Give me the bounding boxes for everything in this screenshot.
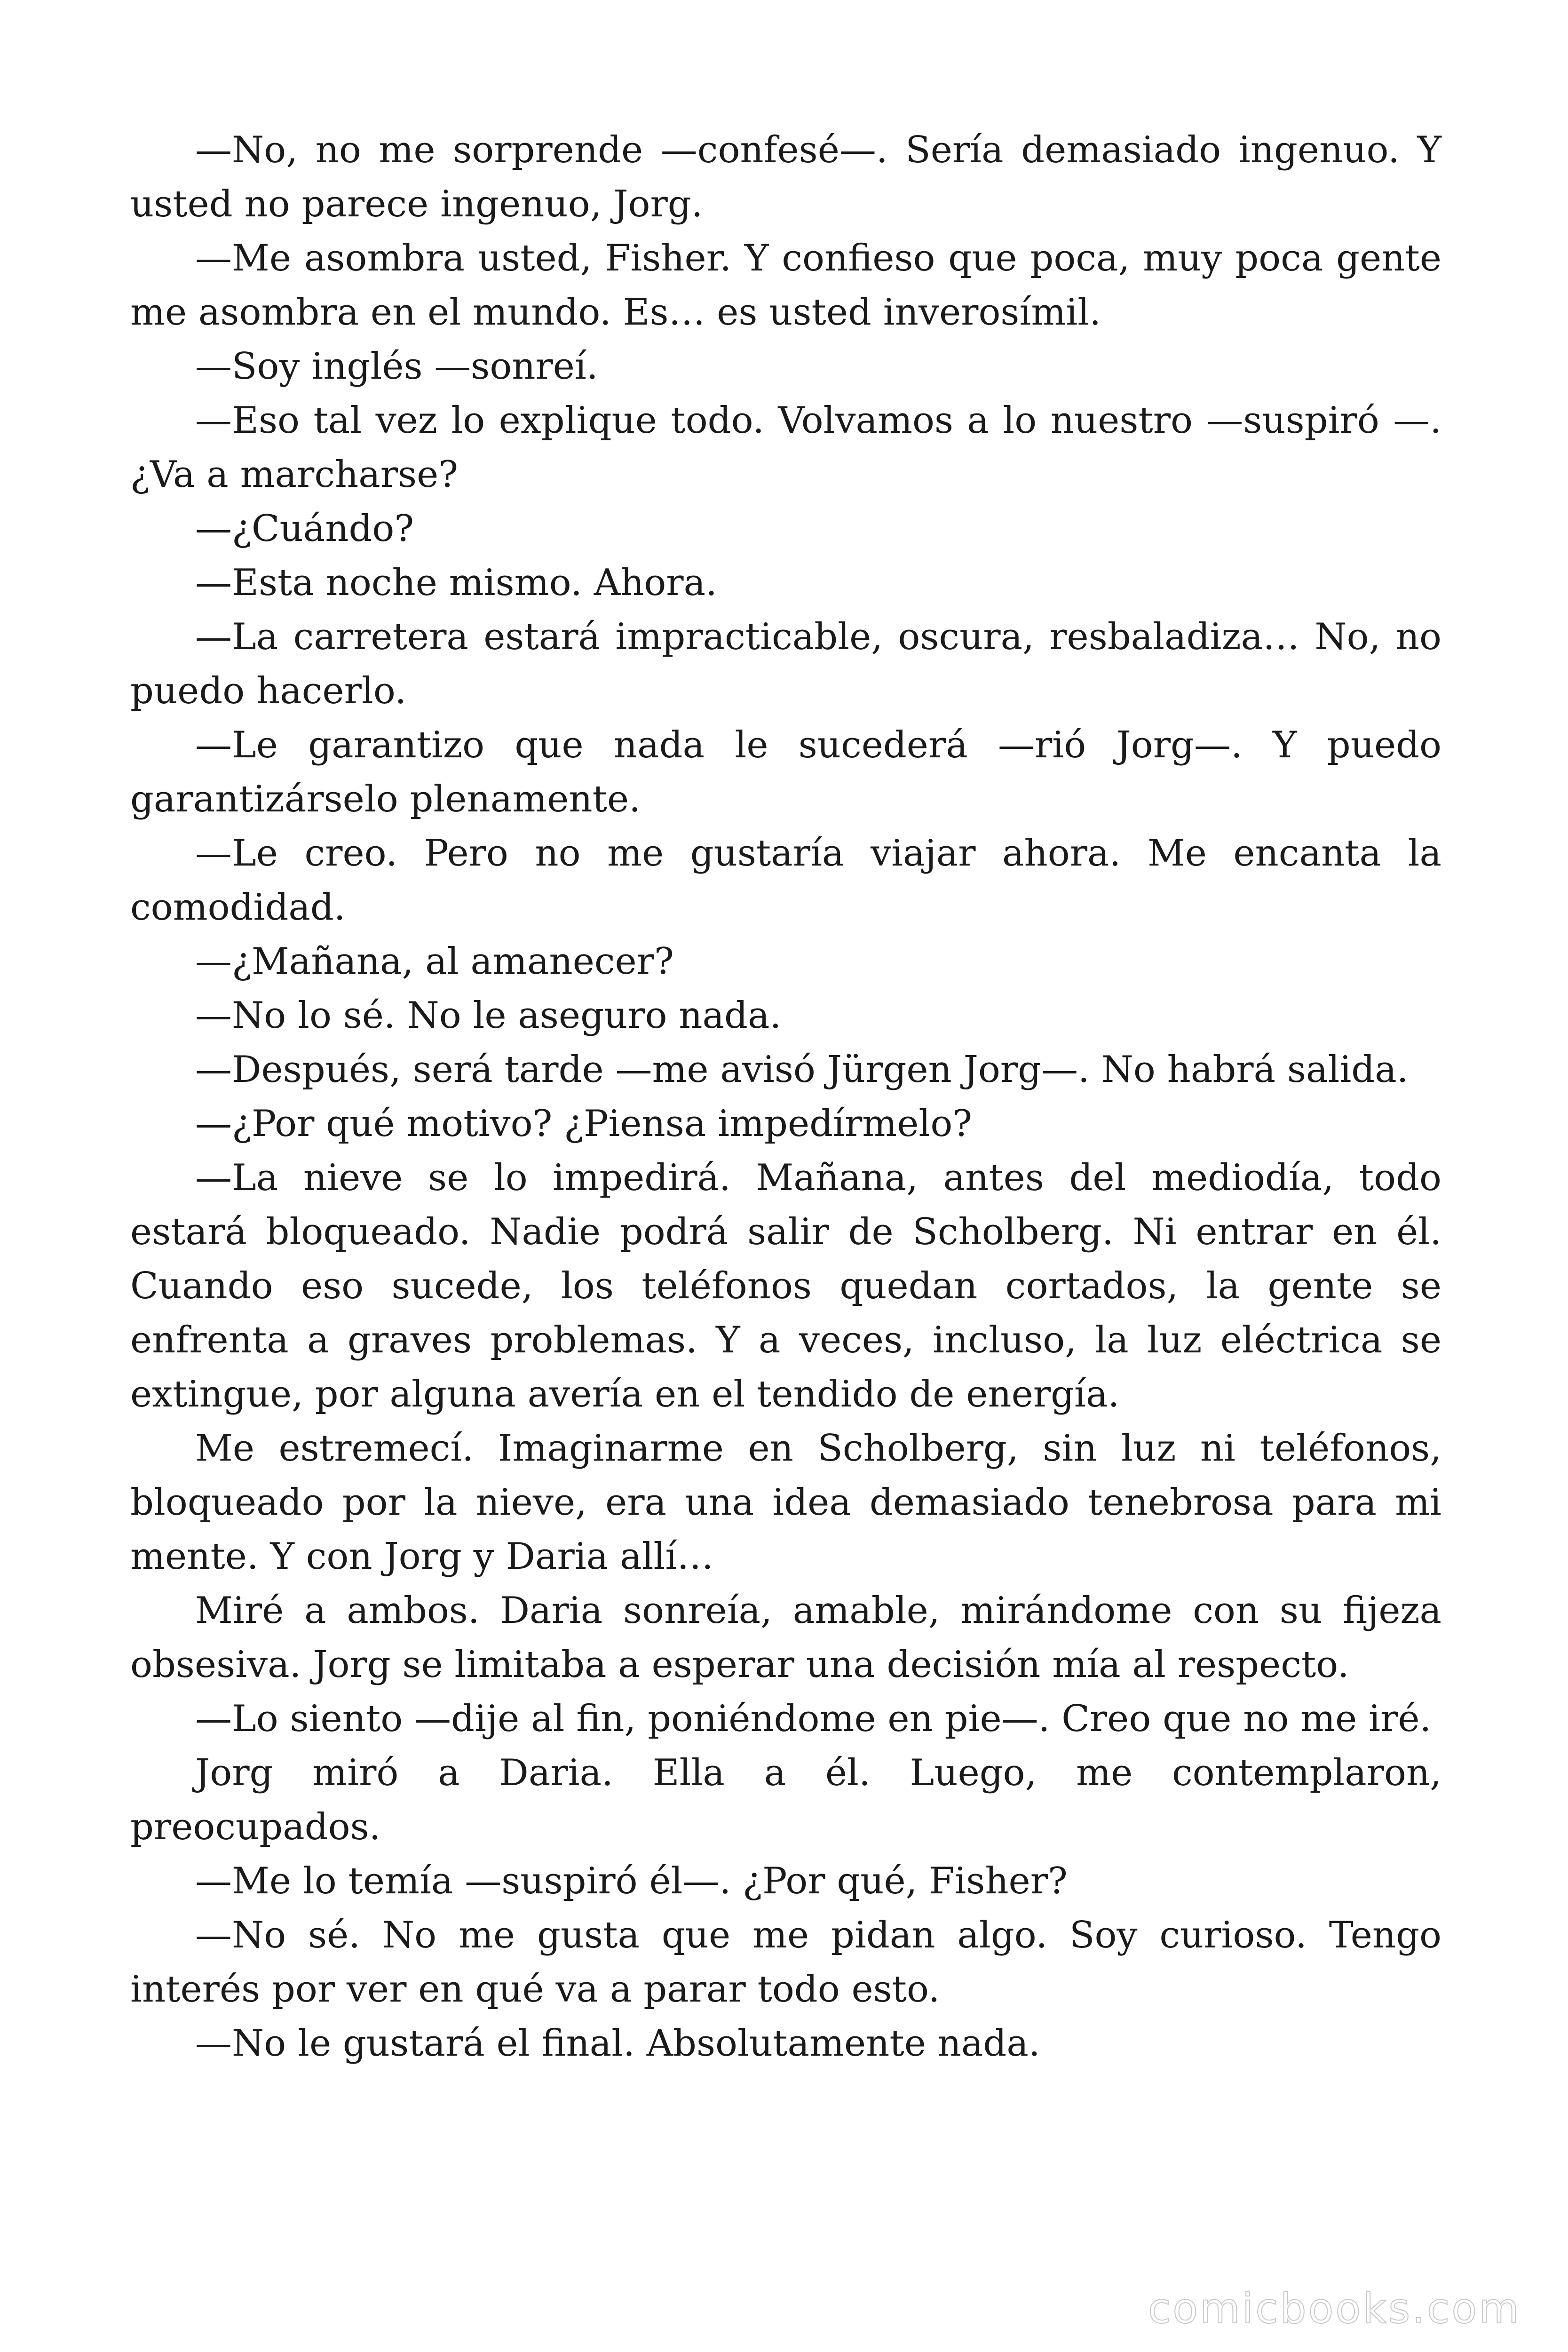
paragraph: —¿Mañana, al amanecer? — [195, 940, 674, 983]
paragraph: —La nieve se lo impedirá. Mañana, antes del mediodía, todo estará bloqueado. Nadie podrá salir de Scholberg. Ni entrar en él. Cuando eso sucede, los teléfonos quedan cortados, la gente se enfrenta a graves problemas. Y a veces, incluso, la luz eléctrica se extingue, por alguna avería en el tendido de energía. — [130, 1157, 1441, 1415]
paragraph: Me estremecí. Imaginarme en Scholberg, sin luz ni teléfonos, bloqueado por la nieve, era una idea demasiado tenebrosa para mi mente. Y con Jorg y Daria allí… — [130, 1427, 1441, 1578]
paragraph: —Soy inglés —sonreí. — [195, 345, 598, 388]
paragraph: —La carretera estará impracticable, oscura, resbaladiza… No, no puedo hacerlo. — [130, 616, 1441, 712]
paragraph: —Me asombra usted, Fisher. Y confieso que poca, muy poca gente me asombra en el mundo. Es… es usted inverosímil. — [130, 237, 1441, 334]
paragraph: —No lo sé. No le aseguro nada. — [195, 994, 782, 1037]
paragraph: Miré a ambos. Daria sonreía, amable, mirándome con su fijeza obsesiva. Jorg se limitaba a esperar una decisión mía al respecto. — [130, 1589, 1441, 1686]
paragraph: Jorg miró a Daria. Ella a él. Luego, me contemplaron, preocupados. — [130, 1752, 1441, 1848]
paragraph: —Lo siento —dije al fin, poniéndome en pie—. Creo que no me iré. — [195, 1698, 1432, 1740]
paragraph: —Esta noche mismo. Ahora. — [195, 562, 717, 604]
paragraph: —No le gustará el final. Absolutamente nada. — [195, 2022, 1040, 2065]
paragraph: —Me lo temía —suspiró él—. ¿Por qué, Fisher? — [195, 1860, 1068, 1902]
paragraph: —Después, será tarde —me avisó Jürgen Jorg—. No habrá salida. — [195, 1049, 1409, 1091]
watermark: comicbooks.com — [1148, 2284, 1521, 2333]
paragraph: —No sé. No me gusta que me pidan algo. Soy curioso. Tengo interés por ver en qué va a parar todo esto. — [130, 1914, 1441, 2010]
paragraph: —¿Por qué motivo? ¿Piensa impedírmelo? — [195, 1103, 973, 1145]
paragraph: —Le garantizo que nada le sucederá —rió Jorg—. Y puedo garantizárselo plenamente. — [130, 724, 1441, 820]
paragraph: —¿Cuándo? — [195, 508, 414, 550]
body-text — [130, 123, 1441, 2071]
paragraph: —Le creo. Pero no me gustaría viajar ahora. Me encanta la comodidad. — [130, 832, 1441, 929]
paragraph: —No, no me sorprende —confesé—. Sería demasiado ingenuo. Y usted no parece ingenuo, Jorg. — [130, 129, 1441, 225]
paragraph: —Eso tal vez lo explique todo. Volvamos a lo nuestro —suspiró —. ¿Va a marcharse? — [130, 399, 1441, 496]
